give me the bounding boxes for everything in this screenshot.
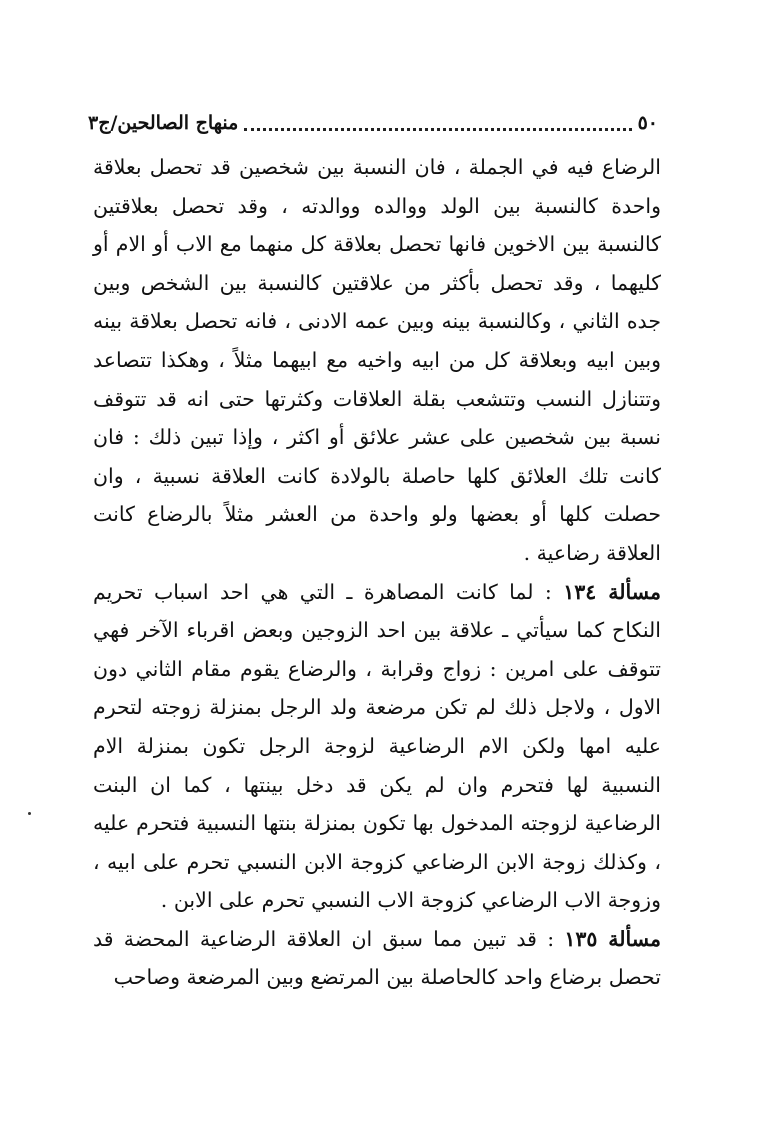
scan-speck: [28, 812, 31, 815]
book-title: منهاج الصالحين/ج٣: [88, 112, 239, 134]
paragraph-text: : لما كانت المصاهرة ـ التي هي احد اسباب تحريم النكاح كما سيأتي ـ علاقة بين احد الزوجين وبعض اقرباء الآخر فهي تتوقف على امرين : زواج وقرابة ، والرضاع يقوم مقام الثاني دون الاول ، ولاجل ذلك لم تكن مرضعة ولد الرجل بمنزلة زوجته لتحرم عليه امها ولكن الام الرضاعية لزوجة الرجل تكون بمنزلة الام النسبية لها فتحرم وان لم يكن قد دخل بينتها ، كما ان البنت الرضاعية لزوجته المدخول بها تكون بمنزلة بنتها النسبية فتحرم عليه ، وكذلك زوجة الابن الرضاعي كزوجة الابن النسبي تحرم على ابيه ، وزوجة الاب الرضاعي كزوجة الاب النسبي تحرم على الابن .: [93, 579, 661, 913]
leader-dots: [244, 116, 631, 131]
issue-135: [93, 920, 661, 997]
body-text: [93, 148, 661, 1078]
paragraph-continued: [93, 148, 661, 573]
paragraph-text: : قد تبين مما سبق ان العلاقة الرضاعية المحضة قد تحصل برضاع واحد كالحاصلة بين المرتضع وبين المرضعة وصاحب: [93, 926, 661, 990]
running-header: [88, 108, 658, 138]
page-number: ٥٠: [637, 112, 658, 134]
paragraph-text: الرضاع فيه في الجملة ، فان النسبة بين شخصين قد تحصل بعلاقة واحدة كالنسبة بين الولد ووالده ووالدته ، وقد تحصل بعلاقتين كالنسبة بين الاخوين فانها تحصل بعلاقة كل منهما مع الاب أو الام أو كليهما ، وقد تحصل بأكثر من علاقتين كالنسبة بين الشخص وبين جده الثاني ، وكالنسبة بينه وبين عمه الادنى ، فانه تحصل بعلاقة بينه وبين ابيه وبعلاقة كل من ابيه واخيه مع ابيهما مثلاً ، وهكذا تتصاعد وتتنازل النسب وتتشعب بقلة العلاقات وكثرتها حتى انه قد تتوقف نسبة بين شخصين على عشر علائق أو اكثر ، وإذا تبين ذلك : فان كانت تلك العلائق كلها حاصلة بالولادة كانت العلاقة نسبية ، وان حصلت كلها أو بعضها ولو واحدة من العشر مثلاً بالرضاع كانت العلاقة رضاعية .: [93, 155, 661, 565]
issue-label: مسألة ١٣٤: [563, 579, 662, 604]
issue-label: مسألة ١٣٥: [564, 926, 662, 951]
issue-134: [93, 573, 661, 920]
